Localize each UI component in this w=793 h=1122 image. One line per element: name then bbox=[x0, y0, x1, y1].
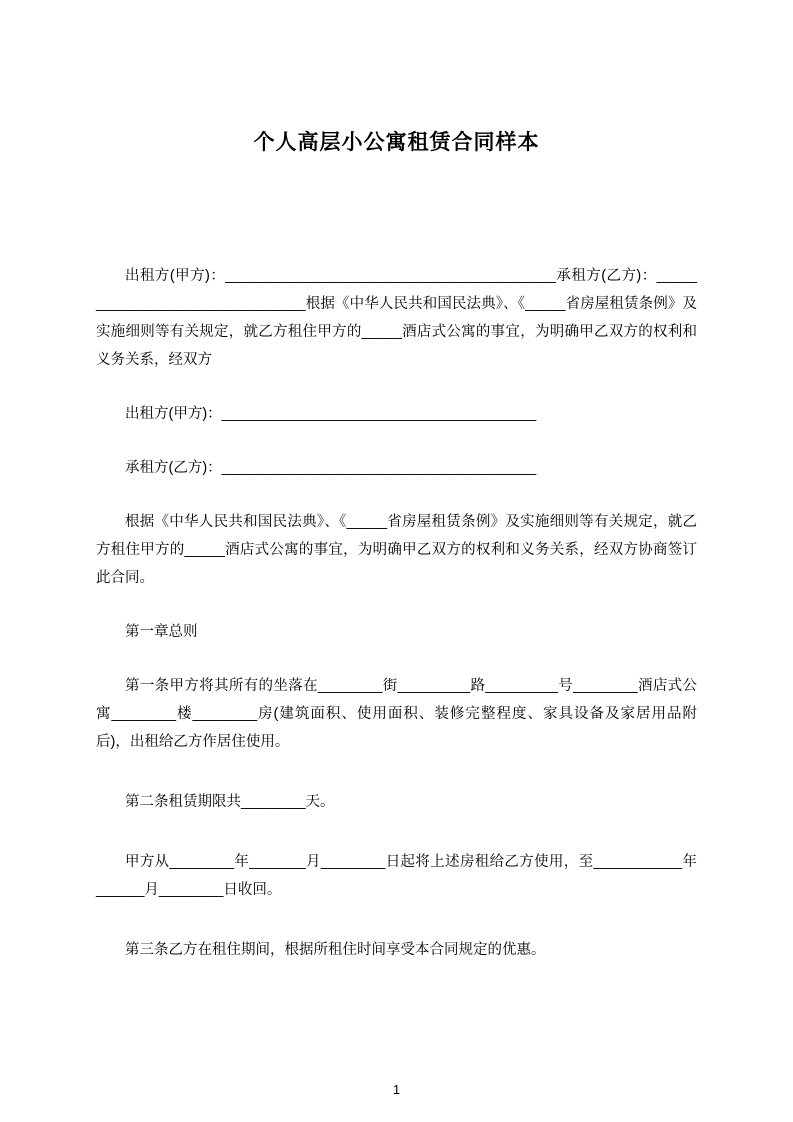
paragraph-gap-6 bbox=[96, 770, 697, 788]
section-heading-chapter-one: 第一章总则 bbox=[125, 624, 198, 640]
title-spacer bbox=[96, 158, 697, 262]
paragraph-lessor-line: 出租方(甲方)：_______________________________________ bbox=[125, 406, 537, 422]
paragraph-gap-5 bbox=[96, 660, 697, 672]
paragraph-article-two-detail: 甲方从________年_______月________日起将上述房租给乙方使用，至___________年______月________日收回。 bbox=[96, 854, 697, 898]
page-title: 个人高层小公寓租赁合同样本 bbox=[253, 131, 540, 154]
page-number: 1 bbox=[392, 1082, 401, 1097]
paragraph-article-one: 第一条甲方将其所有的坐落在________街_________路_________号________酒店式公寓________楼________房(建筑面积、使用面积、装修完整程度、家具设备及家居用品附后)，出租给乙方作居住使用。 bbox=[96, 678, 697, 750]
document-body bbox=[96, 0, 697, 978]
paragraph-gap-8 bbox=[96, 918, 697, 936]
paragraph-gap-7 bbox=[96, 830, 697, 848]
paragraph-gap-3 bbox=[96, 496, 697, 508]
paragraph-party-line: 出租方(甲方)：_________________________________________承租方(乙方)：_______________________________根据《中华人民共和国民法典》、《_____省房屋租赁条例》及实施细则等有关规定，就乙方租住甲方的_____酒店式公寓的事宜，为明确甲乙双方的权利和义务关系，经双方 bbox=[96, 268, 697, 368]
paragraph-basis-line: 根据《中华人民共和国民法典》、《_____省房屋租赁条例》及实施细则等有关规定，就乙方租住甲方的_____酒店式公寓的事宜，为明确甲乙双方的权利和义务关系，经双方协商签订此合同。 bbox=[96, 514, 697, 586]
paragraph-gap-1 bbox=[96, 388, 697, 400]
paragraph-article-two: 第二条租赁期限共________天。 bbox=[125, 794, 335, 810]
paragraph-gap-2 bbox=[96, 442, 697, 454]
paragraph-lessee-line: 承租方(乙方)：_______________________________________ bbox=[125, 460, 537, 476]
paragraph-article-three: 第三条乙方在租住期间，根据所租住时间享受本合同规定的优惠。 bbox=[125, 942, 546, 958]
paragraph-gap-4 bbox=[96, 606, 697, 618]
